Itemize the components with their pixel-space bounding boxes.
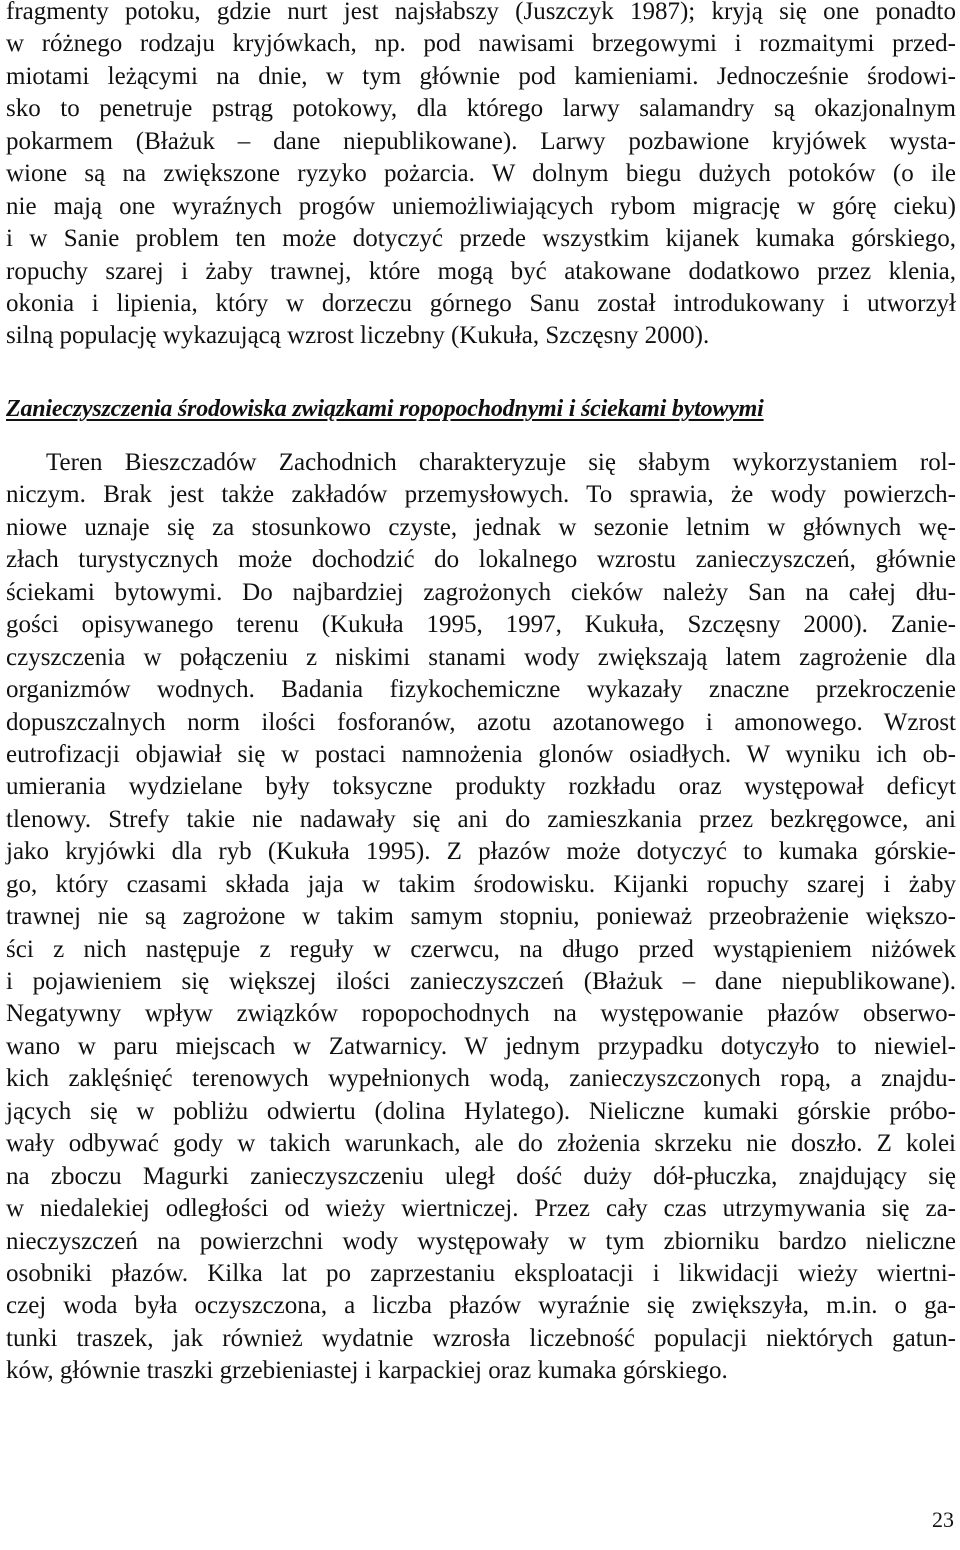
page-number: 23 [932, 1507, 954, 1532]
text-line: okonia i lipienia, który w dorzeczu górnego Sanu został introdukowany i utworzył [6, 289, 956, 317]
text-line: czyszczenia w połączeniu z niskimi stanami wody zwiększają latem zagrożenie dla [6, 643, 956, 671]
text-line: ropuchy szarej i żaby trawnej, które mogą być atakowane dodatkowo przez klenia, [6, 257, 956, 285]
text-line: jako kryjówki dla ryb (Kukuła 1995). Z płazów może dotyczyć to kumaka górskie- [6, 838, 956, 866]
text-line: wione są na zwiększone ryzyko pożarcia. W dolnym biegu dużych potoków (o ile [6, 160, 956, 188]
text-line: Teren Bieszczadów Zachodnich charakteryzuje się słabym wykorzystaniem rol- [46, 449, 956, 476]
text-line: osobniki płazów. Kilka lat po zaprzestaniu eksploatacji i likwidacji wieży wiertni- [6, 1259, 956, 1287]
text-line: go, który czasami składa jaja w takim środowisku. Kijanki ropuchy szarej i żaby [6, 870, 956, 898]
text-line: jących się w pobliżu odwiertu (dolina Hylatego). Nieliczne kumaki górskie próbo- [6, 1097, 956, 1125]
text-line: tunki traszek, jak również wydatnie wzrosła liczebność populacji niektórych gatun- [6, 1324, 956, 1352]
text-line: ści z nich następuje z reguły w czerwcu, na długo przed wystąpieniem niżówek [6, 935, 956, 963]
text-line: silną populację wykazującą wzrost liczebny (Kukuła, Szczęsny 2000). [6, 322, 710, 350]
text-line: eutrofizacji objawiał się w postaci namnożenia glonów osiadłych. W wyniku ich ob- [6, 740, 956, 768]
text-line: pokarmem (Błażuk – dane niepublikowane). Larwy pozbawione kryjówek wysta- [6, 127, 956, 155]
section-heading: Zanieczyszczenia środowiska związkami ropopochodnymi i ściekami bytowymi [6, 396, 764, 422]
text-line: fragmenty potoku, gdzie nurt jest najsłabszy (Juszczyk 1987); kryją się one ponadto [6, 0, 956, 25]
text-line: organizmów wodnych. Badania fizykochemiczne wykazały znaczne przekroczenie [6, 676, 956, 704]
text-line: na zboczu Magurki zanieczyszczeniu uległ dość duży dół-płuczka, znajdujący się [6, 1162, 956, 1190]
text-line: dopuszczalnych norm ilości fosforanów, azotu azotanowego i amonowego. Wzrost [6, 708, 956, 736]
text-line: w niedalekiej odległości od wieży wiertniczej. Przez cały czas utrzymywania się za- [6, 1195, 956, 1223]
text-line: w różnego rodzaju kryjówkach, np. pod nawisami brzegowymi i rozmaitymi przed- [6, 30, 956, 58]
text-line: nie mają one wyraźnych progów uniemożliwiających rybom migrację w górę cieku) [6, 192, 956, 220]
text-line: złach turystycznych może dochodzić do lokalnego wzrostu zanieczyszczeń, głównie [6, 546, 956, 574]
text-line: Negatywny wpływ związków ropopochodnych na występowanie płazów obserwo- [6, 1000, 956, 1028]
text-line: ków, głównie traszki grzebieniastej i karpackiej oraz kumaka górskiego. [6, 1357, 728, 1385]
text-line: miotami leżącymi na dnie, w tym głównie pod kamieniami. Jednocześnie środowi- [6, 62, 956, 90]
paragraph-pollution [6, 447, 956, 1388]
text-line: czej woda była oczyszczona, a liczba płazów wyraźnie się zwiększyła, m.in. o ga- [6, 1292, 956, 1320]
text-line: wały odbywać gody w takich warunkach, ale do złożenia skrzeku nie doszło. Z kolei [6, 1130, 956, 1158]
text-line: kich zaklęśnięć terenowych wypełnionych wodą, zanieczyszczonych ropą, a znajdu- [6, 1065, 956, 1093]
text-line: nieczyszczeń na powierzchni wody występowały w tym zbiorniku bardzo nieliczne [6, 1227, 956, 1255]
text-line: gości opisywanego terenu (Kukuła 1995, 1997, Kukuła, Szczęsny 2000). Zanie- [6, 611, 956, 639]
text-line: sko to penetruje pstrąg potokowy, dla którego larwy salamandry są okazjonalnym [6, 95, 956, 123]
text-line: ściekami bytowymi. Do najbardziej zagrożonych cieków należy San na całej dłu- [6, 578, 956, 606]
text-line: i w Sanie problem ten może dotyczyć przede wszystkim kijanek kumaka górskiego, [6, 225, 956, 253]
text-line: i pojawieniem się większej ilości zanieczyszczeń (Błażuk – dane niepublikowane). [6, 968, 956, 995]
text-line: trawnej nie są zagrożone w takim samym stopniu, ponieważ przeobrażenie większo- [6, 903, 956, 931]
text-line: niowe uznaje się za stosunkowo czyste, jednak w sezonie letnim w głównych wę- [6, 513, 956, 541]
text-line: niczym. Brak jest także zakładów przemysłowych. To sprawia, że wody powierzch- [6, 481, 956, 509]
text-line: tlenowy. Strefy takie nie nadawały się ani do zamieszkania przez bezkręgowce, ani [6, 805, 956, 833]
paragraph-larval-predation [6, 0, 956, 353]
text-line: umierania wydzielane były toksyczne produkty rozkładu oraz występował deficyt [6, 773, 956, 801]
text-line: wano w paru miejscach w Zatwarnicy. W jednym przypadku dotyczyło to niewiel- [6, 1032, 956, 1060]
